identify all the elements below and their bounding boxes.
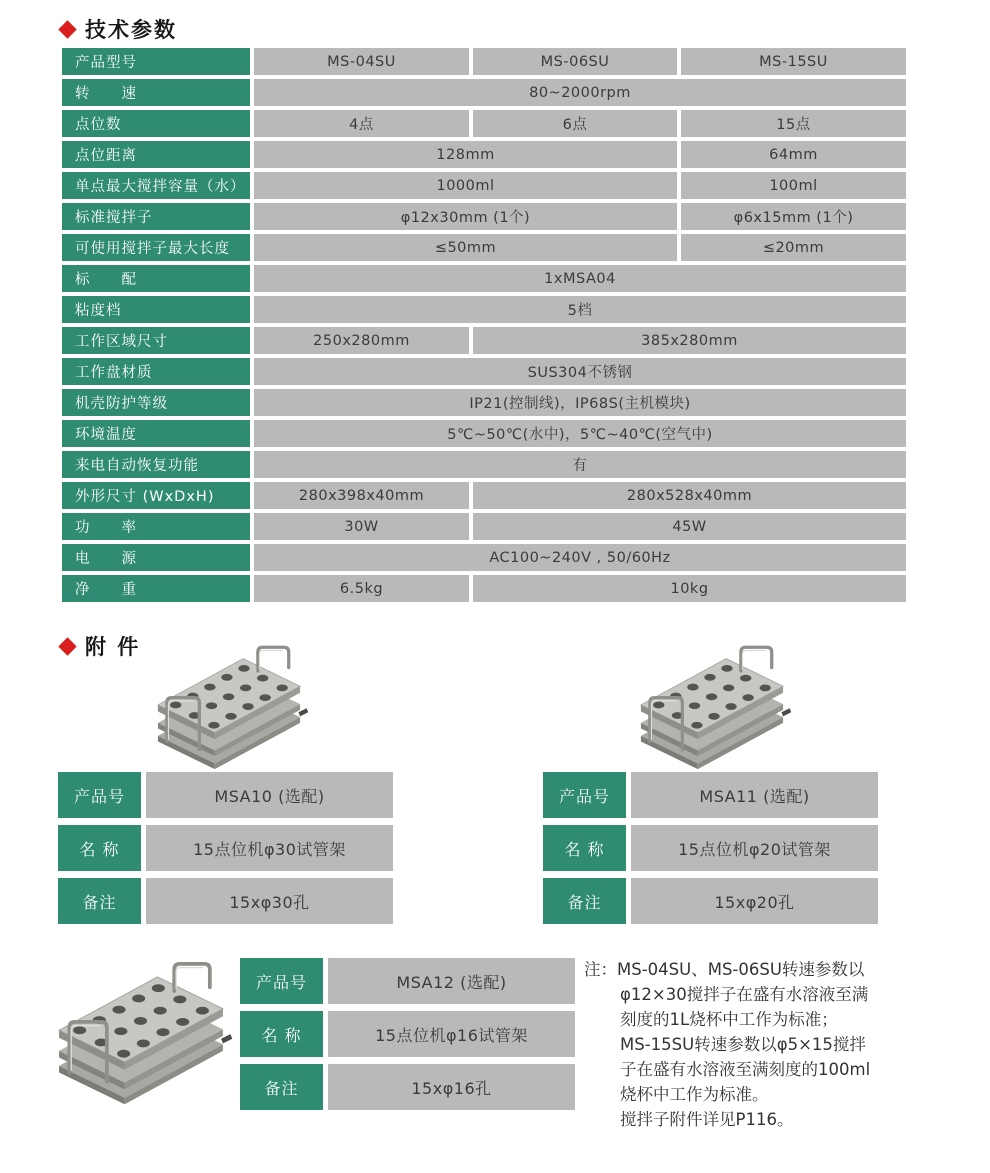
spec-cell: 250x280mm	[254, 327, 469, 354]
spec-label: 外形尺寸 (WxDxH)	[62, 482, 250, 509]
acc-value: 15点位机φ16试管架	[328, 1011, 575, 1057]
spec-cell: 15点	[681, 110, 906, 137]
accessories-heading	[61, 631, 140, 661]
acc-value: MSA10 (选配)	[146, 772, 393, 818]
spec-cell: 100ml	[681, 172, 906, 199]
spec-label: 工作区域尺寸	[62, 327, 250, 354]
spec-cell: 280x528x40mm	[473, 482, 906, 509]
spec-row-power	[62, 513, 908, 540]
accessories-heading-text: 附 件	[85, 635, 141, 659]
spec-label: 电 源	[62, 544, 250, 571]
speed-spec-note	[584, 957, 986, 1132]
spec-cell: 30W	[254, 513, 469, 540]
spec-cell: 64mm	[681, 141, 906, 168]
spec-cell: AC100~240V , 50/60Hz	[254, 544, 906, 571]
accessory-table-msa10	[58, 772, 393, 924]
spec-row-supply	[62, 544, 908, 571]
spec-row-dimensions	[62, 482, 908, 509]
note-line: 注：MS-04SU、MS-06SU转速参数以	[584, 960, 865, 979]
acc-label: 名 称	[240, 1011, 323, 1057]
spec-row-max-stirbar-length	[62, 234, 908, 261]
spec-cell: IP21(控制线)，IP68S(主机模块)	[254, 389, 906, 416]
note-line: 搅拌子附件详见P116。	[620, 1110, 794, 1129]
note-line: φ12×30搅拌子在盛有水溶液至满	[620, 985, 869, 1004]
acc-value: 15xφ30孔	[146, 878, 393, 924]
spec-label: 工作盘材质	[62, 358, 250, 385]
spec-row-ambient-temp	[62, 420, 908, 447]
spec-cell: 385x280mm	[473, 327, 906, 354]
acc-label: 备注	[58, 878, 141, 924]
spec-label: 可使用搅拌子最大长度	[62, 234, 250, 261]
spec-label: 来电自动恢复功能	[62, 451, 250, 478]
spec-cell: ≤20mm	[681, 234, 906, 261]
acc-label: 名 称	[543, 825, 626, 871]
spec-cell: 5℃~50℃(水中)，5℃~40℃(空气中)	[254, 420, 906, 447]
spec-label: 净 重	[62, 575, 250, 602]
acc-value: MSA11 (选配)	[631, 772, 878, 818]
note-line: 子在盛有水溶液至满刻度的100ml	[620, 1060, 871, 1079]
acc-label: 产品号	[58, 772, 141, 818]
spec-row-points	[62, 110, 908, 137]
spec-row-standard-config	[62, 265, 908, 292]
spec-label: 点位距离	[62, 141, 250, 168]
rack-photo-msa10	[142, 644, 316, 774]
acc-label: 产品号	[240, 958, 323, 1004]
acc-value: MSA12 (选配)	[328, 958, 575, 1004]
spec-label: 点位数	[62, 110, 250, 137]
spec-row-max-volume	[62, 172, 908, 199]
spec-row-weight	[62, 575, 908, 602]
acc-label: 名 称	[58, 825, 141, 871]
spec-cell: 有	[254, 451, 906, 478]
spec-cell: 4点	[254, 110, 469, 137]
acc-value: 15点位机φ20试管架	[631, 825, 878, 871]
spec-cell: MS-15SU	[681, 48, 906, 75]
spec-label: 转 速	[62, 79, 250, 106]
spec-cell: MS-06SU	[473, 48, 677, 75]
rack-photo-msa12	[45, 960, 237, 1110]
spec-row-work-area	[62, 327, 908, 354]
spec-row-viscosity	[62, 296, 908, 323]
spec-cell: 45W	[473, 513, 906, 540]
note-line: 烧杯中工作为标准。	[620, 1085, 769, 1104]
spec-label: 标 配	[62, 265, 250, 292]
spec-label: 产品型号	[62, 48, 250, 75]
acc-value: 15xφ16孔	[328, 1064, 575, 1110]
spec-cell: 128mm	[254, 141, 677, 168]
rack-photo-msa11	[625, 644, 799, 774]
spec-label: 粘度档	[62, 296, 250, 323]
spec-cell: 1000ml	[254, 172, 677, 199]
red-diamond-icon	[58, 637, 76, 655]
spec-label: 机壳防护等级	[62, 389, 250, 416]
note-line: MS-15SU转速参数以φ5×15搅拌	[620, 1035, 866, 1054]
spec-cell: ≤50mm	[254, 234, 677, 261]
spec-cell: φ6x15mm (1个)	[681, 203, 906, 230]
acc-label: 产品号	[543, 772, 626, 818]
spec-cell: 5档	[254, 296, 906, 323]
tech-params-heading	[61, 14, 177, 44]
spec-label: 标准搅拌子	[62, 203, 250, 230]
accessory-table-msa11	[543, 772, 878, 924]
spec-label: 环境温度	[62, 420, 250, 447]
spec-row-auto-restart	[62, 451, 908, 478]
spec-cell: 1xMSA04	[254, 265, 906, 292]
note-line: 刻度的1L烧杯中工作为标准；	[620, 1010, 838, 1029]
spec-row-ip-rating	[62, 389, 908, 416]
spec-row-speed	[62, 79, 908, 106]
accessory-table-msa12	[240, 958, 575, 1110]
acc-label: 备注	[543, 878, 626, 924]
spec-cell: SUS304不锈钢	[254, 358, 906, 385]
spec-cell: MS-04SU	[254, 48, 469, 75]
spec-row-std-stirbar	[62, 203, 908, 230]
spec-label: 单点最大搅拌容量（水）	[62, 172, 250, 199]
acc-value: 15点位机φ30试管架	[146, 825, 393, 871]
spec-cell: 6点	[473, 110, 677, 137]
red-diamond-icon	[58, 20, 76, 38]
acc-value: 15xφ20孔	[631, 878, 878, 924]
tech-params-heading-text: 技术参数	[85, 18, 177, 42]
spec-cell: 10kg	[473, 575, 906, 602]
spec-cell: φ12x30mm (1个)	[254, 203, 677, 230]
spec-row-point-distance	[62, 141, 908, 168]
spec-cell: 280x398x40mm	[254, 482, 469, 509]
acc-label: 备注	[240, 1064, 323, 1110]
spec-row-plate-material	[62, 358, 908, 385]
spec-cell: 80~2000rpm	[254, 79, 906, 106]
spec-table	[62, 48, 908, 606]
spec-cell: 6.5kg	[254, 575, 469, 602]
spec-row-model	[62, 48, 908, 75]
spec-label: 功 率	[62, 513, 250, 540]
